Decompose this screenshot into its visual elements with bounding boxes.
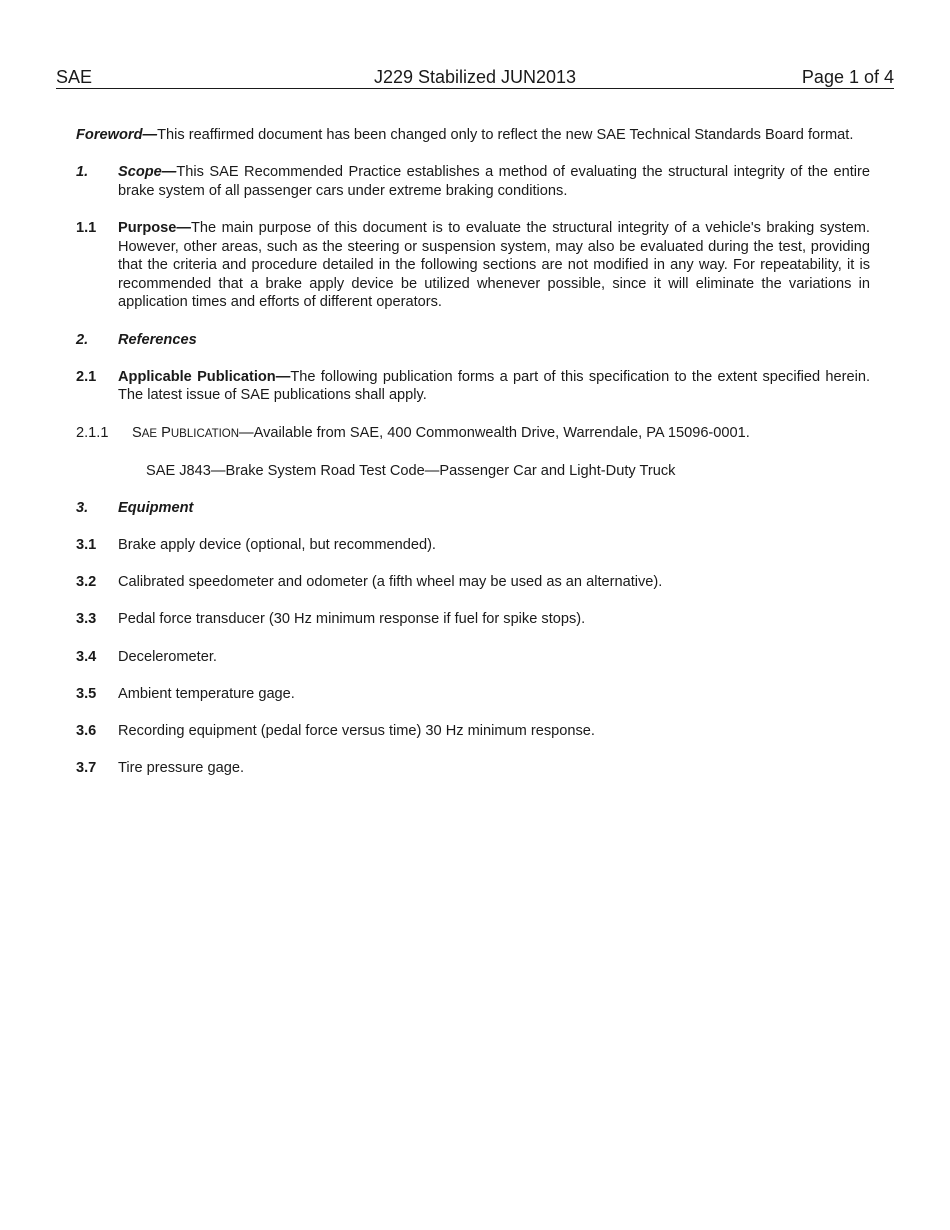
label-sc-s: S xyxy=(132,424,142,441)
foreword-text: This reaffirmed document has been changed only to reflect the new SAE Technical Standards Board format. xyxy=(157,127,854,143)
label-sc-ae: AE xyxy=(141,427,158,440)
foreword-paragraph xyxy=(76,126,870,145)
section-label: Applicable Publication— xyxy=(118,368,291,385)
equipment-item xyxy=(76,536,870,555)
item-number: 3.1 xyxy=(76,537,97,554)
item-text: Brake apply device (optional, but recommended). xyxy=(118,537,436,554)
section-number: 2.1 xyxy=(76,368,97,385)
header-doc-id: J229 Stabilized JUN2013 xyxy=(373,67,577,87)
page-header xyxy=(56,66,894,89)
section-text: —Available from SAE, 400 Commonwealth Drive, Warrendale, PA 15096-0001. xyxy=(239,424,750,441)
section-references xyxy=(76,331,870,350)
foreword-label: Foreword— xyxy=(76,127,158,143)
section-number: 3. xyxy=(76,499,89,516)
section-equipment xyxy=(76,499,870,518)
section-number: 1.1 xyxy=(76,219,97,236)
item-number: 3.6 xyxy=(76,723,97,739)
section-heading: Equipment xyxy=(118,499,194,516)
section-text: The main purpose of this document is to evaluate the structural integrity of a vehicle's braking system. However, other areas, such as the steering or suspension system, may also be evaluated during the test, providing that the criteria and procedure detailed in the following sections are not modified in any way. For repeatability, it is recommended that a brake apply device be utilized whenever possible, since it will eliminate the variations in application times and efforts of different operators. xyxy=(118,219,870,311)
item-number: 3.3 xyxy=(76,611,97,628)
item-text: Decelerometer. xyxy=(118,648,217,665)
section-number: 2. xyxy=(76,331,89,348)
equipment-item xyxy=(76,722,870,741)
label-sc-ublication: UBLICATION xyxy=(170,427,240,440)
header-page-number: Page 1 of 4 xyxy=(801,67,894,87)
item-number: 3.2 xyxy=(76,574,97,591)
equipment-item xyxy=(76,685,870,704)
item-number: 3.7 xyxy=(76,760,97,777)
item-number: 3.5 xyxy=(76,685,97,702)
document-body xyxy=(76,126,870,796)
section-heading: References xyxy=(118,331,197,348)
item-text: Calibrated speedometer and odometer (a fifth wheel may be used as an alternative). xyxy=(118,574,663,591)
header-org: SAE xyxy=(56,67,93,87)
section-scope xyxy=(76,163,870,200)
item-text: Ambient temperature gage. xyxy=(118,685,295,702)
section-number: 1. xyxy=(76,164,89,181)
section-label: Scope— xyxy=(118,164,177,181)
section-number: 2.1.1 xyxy=(76,424,109,441)
section-body xyxy=(132,424,750,444)
section-sae-publication xyxy=(76,424,870,444)
equipment-item xyxy=(76,573,870,592)
equipment-item xyxy=(76,648,870,667)
equipment-item xyxy=(76,759,870,778)
section-text: This SAE Recommended Practice establishes a method of evaluating the structural integrity of the entire brake system of all passenger cars under extreme braking conditions. xyxy=(118,164,870,199)
section-label: Purpose— xyxy=(118,219,191,236)
item-number: 3.4 xyxy=(76,648,97,665)
section-body xyxy=(118,163,870,200)
section-purpose xyxy=(76,219,870,312)
section-body xyxy=(118,219,870,312)
reference-sae-j843: SAE J843—Brake System Road Test Code—Passenger Car and Light-Duty Truck xyxy=(146,462,676,479)
equipment-item xyxy=(76,610,870,629)
item-text: Pedal force transducer (30 Hz minimum response if fuel for spike stops). xyxy=(118,611,586,628)
section-body xyxy=(118,368,870,405)
item-text: Tire pressure gage. xyxy=(118,760,244,777)
section-applicable-publication xyxy=(76,368,870,405)
label-sc-p: P xyxy=(157,424,171,441)
item-text: Recording equipment (pedal force versus time) 30 Hz minimum response. xyxy=(118,723,595,739)
section-text: The following publication forms a part of this specification to the extent specified herein. The latest issue of SAE publications shall apply. xyxy=(118,368,871,404)
